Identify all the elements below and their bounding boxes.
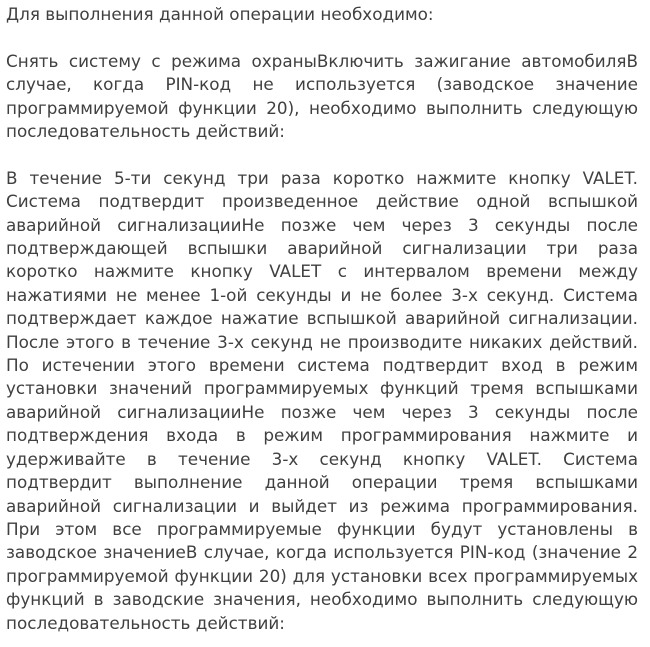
intro-text: Для выполнения данной операции необходимо: <box>6 4 434 24</box>
paragraph-reset-procedure: В течение 5-ти секунд три раза коротко нажмите кнопку VALET. Система подтвердит произведенное действие одной вспышкой аварийной сигнализацииНе позже чем через 3 секунды после подтверждающей вспышки аварийной сигнализации три раза коротко нажмите кнопку VALET с интервалом времени между нажатиями не менее 1-ой секунды и не более 3-х секунд. Система подтверждает каждое нажатие вспышкой аварийной сигнализации. После этого в течение 3-х секунд не производите никаких действий. По истечении этого времени система подтвердит вход в режим установки значений программируемых функций тремя вспышками аварийной сигнализацииНе позже чем через 3 секунды после подтверждения входа в режим программирования нажмите и удерживайте в течение 3-х секунд кнопку VALET. Система подтвердит выполнение данной операции тремя вспышками аварийной сигнализации и выйдет из режима программирования. При этом все программируемые функции будут установлены в заводское значениеВ случае, когда используется PIN-код (значение 2 программируемой функции 20) для установки всех программируемых функций в заводские значения, необходимо выполнить следующую последовательность действий: <box>6 167 638 633</box>
paragraph-pin-not-used: Снять систему с режима охраныВключить зажигание автомобиляВ случае, когда PIN-код не используется (заводское значение программируемой функции 20), необходимо выполнить следующую последовательность действий: <box>6 50 638 142</box>
